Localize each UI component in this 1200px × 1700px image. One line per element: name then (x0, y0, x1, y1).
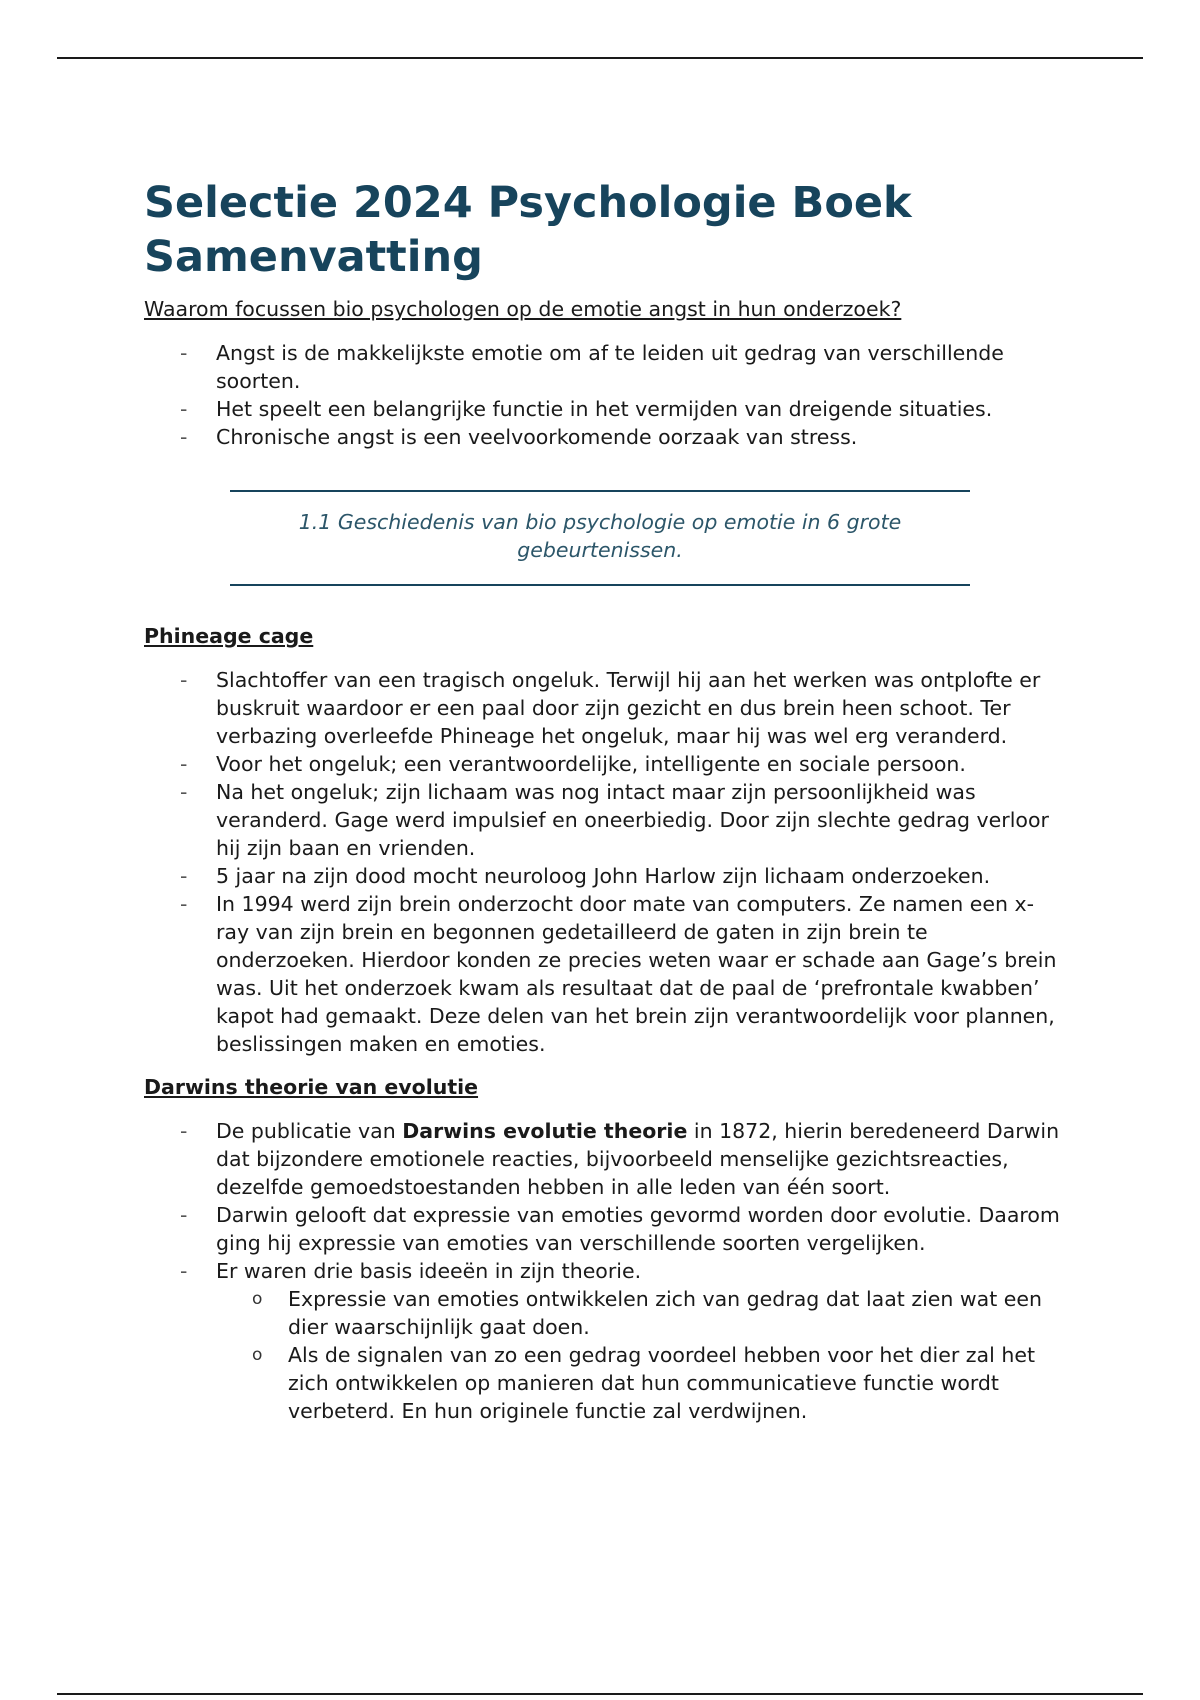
list-item-text: Na het ongeluk; zijn lichaam was nog intact maar zijn persoonlijkheid was veranderd. Gage werd impulsief en oneerbiedig. Door zijn slechte gedrag verloor hij zijn baan en vrienden. (216, 780, 1049, 860)
section-heading-box (230, 490, 970, 586)
sub-list-item-text: Als de signalen van zo een gedrag voordeel hebben voor het dier zal het zich ontwikkelen op manieren dat hun communicatieve functie wordt verbeterd. En hun originele functie zal verdwijnen. (288, 1343, 1035, 1423)
section-heading: 1.1 Geschiedenis van bio psychologie op emotie in 6 grote gebeurtenissen. (298, 510, 902, 562)
list-item-text: Er waren drie basis ideeën in zijn theorie. (216, 1259, 642, 1283)
list-item-text: Slachtoffer van een tragisch ongeluk. Terwijl hij aan het werken was ontplofte er buskruit waardoor er een paal door zijn gezicht en dus brein heen schoot. Ter verbazing overleefde Phineage het ongeluk, maar hij was wel erg veranderd. (216, 668, 1041, 748)
dash-bullet: - (180, 1259, 188, 1283)
dash-bullet: - (180, 425, 188, 449)
intro-question: Waarom focussen bio psychologen op de emotie angst in hun onderzoek? (144, 297, 902, 321)
list-item (144, 778, 1064, 862)
list-item (144, 1117, 1064, 1201)
bold-term: Darwins evolutie theorie (402, 1119, 688, 1143)
list-item (144, 395, 1064, 423)
list-item-text: Voor het ongeluk; een verantwoordelijke, intelligente en sociale persoon. (216, 752, 966, 776)
dash-bullet: - (180, 1119, 188, 1143)
page-top-rule (57, 57, 1143, 59)
list-item (144, 1257, 1064, 1425)
phineage-heading: Phineage cage (144, 624, 314, 648)
sub-list-item-text: Expressie van emoties ontwikkelen zich van gedrag dat laat zien wat een dier waarschijnlijk gaat doen. (288, 1287, 1042, 1339)
phineage-bullet-list (144, 666, 1064, 1058)
darwin-heading: Darwins theorie van evolutie (144, 1075, 479, 1099)
sub-list-item (216, 1341, 1064, 1425)
darwin-bullet-list (144, 1117, 1064, 1425)
darwin-sub-list (216, 1285, 1064, 1425)
list-item-text: Het speelt een belangrijke functie in het vermijden van dreigende situaties. (216, 397, 993, 421)
list-item (144, 339, 1064, 395)
dash-bullet: - (180, 668, 188, 692)
document-body (144, 176, 1064, 1425)
page-bottom-rule (57, 1693, 1143, 1695)
dash-bullet: - (180, 1203, 188, 1227)
dash-bullet: - (180, 397, 188, 421)
document-title: Selectie 2024 Psychologie Boek Samenvatting (144, 178, 912, 282)
dash-bullet: - (180, 752, 188, 776)
list-item-text: 5 jaar na zijn dood mocht neuroloog John Harlow zijn lichaam onderzoeken. (216, 864, 991, 888)
list-item-text: Darwin gelooft dat expressie van emoties gevormd worden door evolutie. Daarom ging hij expressie van emoties van verschillende soorten vergelijken. (216, 1203, 1060, 1255)
dash-bullet: - (180, 780, 188, 804)
circle-bullet: o (252, 1289, 263, 1309)
list-item-text: De publicatie van (216, 1119, 403, 1143)
sub-list-item (216, 1285, 1064, 1341)
dash-bullet: - (180, 864, 188, 888)
dash-bullet: - (180, 341, 188, 365)
list-item-text: Chronische angst is een veelvoorkomende oorzaak van stress. (216, 425, 858, 449)
list-item-text: in 1872, hierin beredeneerd Darwin dat bijzondere emotionele reacties, bijvoorbeeld menselijke gezichtsreacties, dezelfde gemoedstoestanden hebben in alle leden van één soort. (216, 1119, 1060, 1199)
list-item-text: In 1994 werd zijn brein onderzocht door mate van computers. Ze namen een x-ray van zijn brein en begonnen gedetailleerd de gaten in zijn brein te onderzoeken. Hierdoor konden ze precies weten waar er schade aan Gage’s brein was. Uit het onderzoek kwam als resultaat dat de paal de ‘prefrontale kwabben’ kapot had gemaakt. Deze delen van het brein zijn verantwoordelijk voor plannen, beslissingen maken en emoties. (216, 892, 1057, 1056)
list-item (144, 750, 1064, 778)
list-item (144, 890, 1064, 1058)
list-item (144, 666, 1064, 750)
list-item (144, 862, 1064, 890)
intro-bullet-list (144, 339, 1064, 451)
list-item (144, 423, 1064, 451)
dash-bullet: - (180, 892, 188, 916)
circle-bullet: o (252, 1345, 263, 1365)
list-item-text: Angst is de makkelijkste emotie om af te leiden uit gedrag van verschillende soorten. (216, 341, 1004, 393)
list-item (144, 1201, 1064, 1257)
